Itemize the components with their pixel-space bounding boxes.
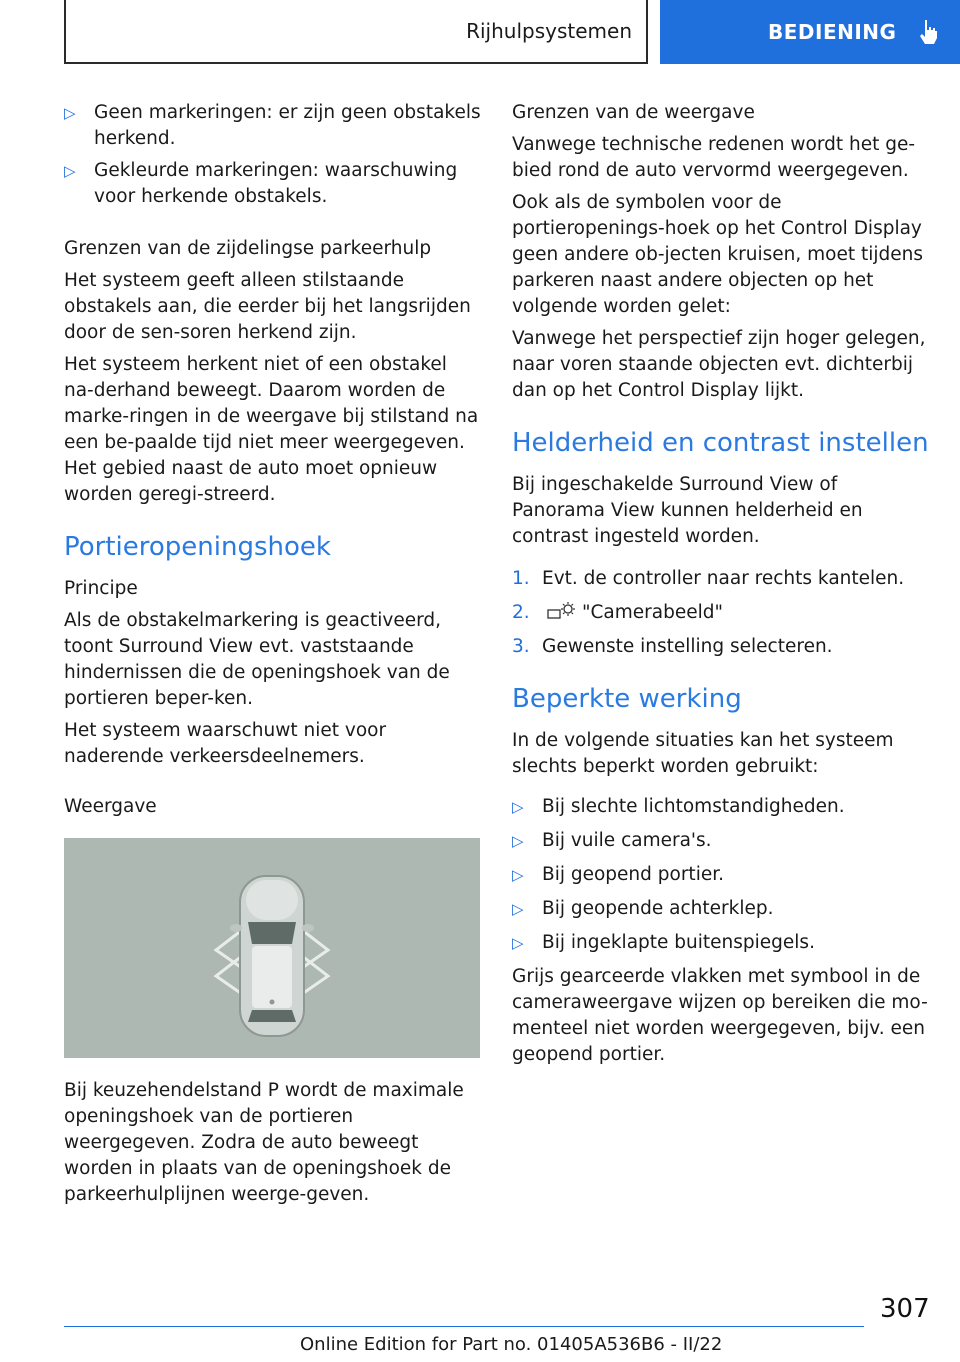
camera-settings-icon <box>546 601 576 621</box>
step-item: 2. "Camerabeeld" <box>512 602 724 623</box>
paragraph: Het systeem waarschuwt niet voor naderende verkeersdeelnemers. <box>64 720 387 767</box>
list-item: ▷ Geen markeringen: er zijn geen obstakels herkend. <box>64 100 482 152</box>
triangle-bullet-icon: ▷ <box>512 832 524 850</box>
car-top-view <box>64 838 480 1058</box>
list-item: ▷ Bij slechte lichtomstandigheden. <box>512 794 930 820</box>
list-item: ▷ Bij vuile camera's. <box>512 828 930 854</box>
car-top-view-figure <box>64 838 480 1058</box>
triangle-bullet-icon: ▷ <box>512 866 524 884</box>
paragraph: Als de obstakelmarkering is geactiveerd, toont Surround View evt. vaststaande hindernissen die de openingshoek van de portieren beper-ken. <box>64 610 450 709</box>
right-column <box>512 100 930 1074</box>
header-section-box <box>64 0 648 64</box>
footer-edition: Online Edition for Part no. 01405A536B6 - II/22 <box>300 1334 723 1355</box>
subheading-zijdelingse: Grenzen van de zijdelingse parkeerhulp <box>64 238 432 259</box>
header-section-title: Rijhulpsystemen <box>466 19 632 43</box>
list-item: ▷ Bij ingeklapte buitenspiegels. <box>512 930 930 956</box>
paragraph: Vanwege het perspectief zijn hoger gelegen, naar voren staande objecten evt. dichterbij dan op het Control Display lijkt. <box>512 328 926 401</box>
triangle-bullet-icon: ▷ <box>512 798 524 816</box>
list-item: ▷ Bij geopende achterklep. <box>512 896 930 922</box>
paragraph: Bij ingeschakelde Surround View of Panorama View kunnen helderheid en contrast ingesteld worden. <box>512 474 863 547</box>
section-heading-portieropeningshoek: Portieropeningshoek <box>64 532 331 562</box>
paragraph: Bij keuzehendelstand P wordt de maximale openingshoek van de portieren weergegeven. Zodra de auto beweegt worden in plaats van de openingshoek de parkeerhulplijnen weerge-geven. <box>64 1080 464 1205</box>
header-chapter-title: BEDIENING <box>768 20 897 44</box>
list-item: ▷ Gekleurde markeringen: waarschuwing voor herkende obstakels. <box>64 158 482 210</box>
paragraph: Grijs gearceerde vlakken met symbool in de cameraweergave wijzen op bereiken die mo-menteel niet worden weergegeven, bijv. een geopend portier. <box>512 966 928 1065</box>
triangle-bullet-icon: ▷ <box>64 104 76 122</box>
footer-divider <box>64 1326 864 1327</box>
hand-pointer-icon <box>916 18 940 46</box>
step-item: 1. Evt. de controller naar rechts kantelen. <box>512 568 905 589</box>
triangle-bullet-icon: ▷ <box>512 934 524 952</box>
section-heading-helderheid: Helderheid en contrast instellen <box>512 428 929 458</box>
subheading-weergave: Weergave <box>64 796 157 817</box>
paragraph: Het systeem geeft alleen stilstaande obstakels aan, die eerder bij het langsrijden door de sen-soren herkend zijn. <box>64 270 471 343</box>
subheading-grenzen-weergave: Grenzen van de weergave <box>512 102 755 123</box>
paragraph: Het systeem herkent niet of een obstakel na-derhand beweegt. Daarom worden de marke-ringen in de weergave bij stilstand na een be-paalde tijd niet meer weergegeven. Het gebied naast de auto moet opnieuw worden geregi-streerd. <box>64 354 479 505</box>
triangle-bullet-icon: ▷ <box>512 900 524 918</box>
page-number: 307 <box>880 1294 930 1324</box>
paragraph: Ook als de symbolen voor de portieropenings-hoek op het Control Display geen andere ob-jecten kruisen, moet tijdens parkeren naast andere objecten op het volgende worden gelet: <box>512 192 924 317</box>
paragraph: In de volgende situaties kan het systeem slechts beperkt worden gebruikt: <box>512 730 894 777</box>
header-chapter-tab <box>660 0 960 64</box>
left-column <box>64 100 482 1214</box>
triangle-bullet-icon: ▷ <box>64 162 76 180</box>
paragraph: Vanwege technische redenen wordt het ge-bied rond de auto vervormd weergegeven. <box>512 134 916 181</box>
list-item: ▷ Bij geopend portier. <box>512 862 930 888</box>
step-item: 3. Gewenste instelling selecteren. <box>512 636 833 657</box>
subheading-principe: Principe <box>64 578 138 599</box>
section-heading-beperkte-werking: Beperkte werking <box>512 684 742 714</box>
